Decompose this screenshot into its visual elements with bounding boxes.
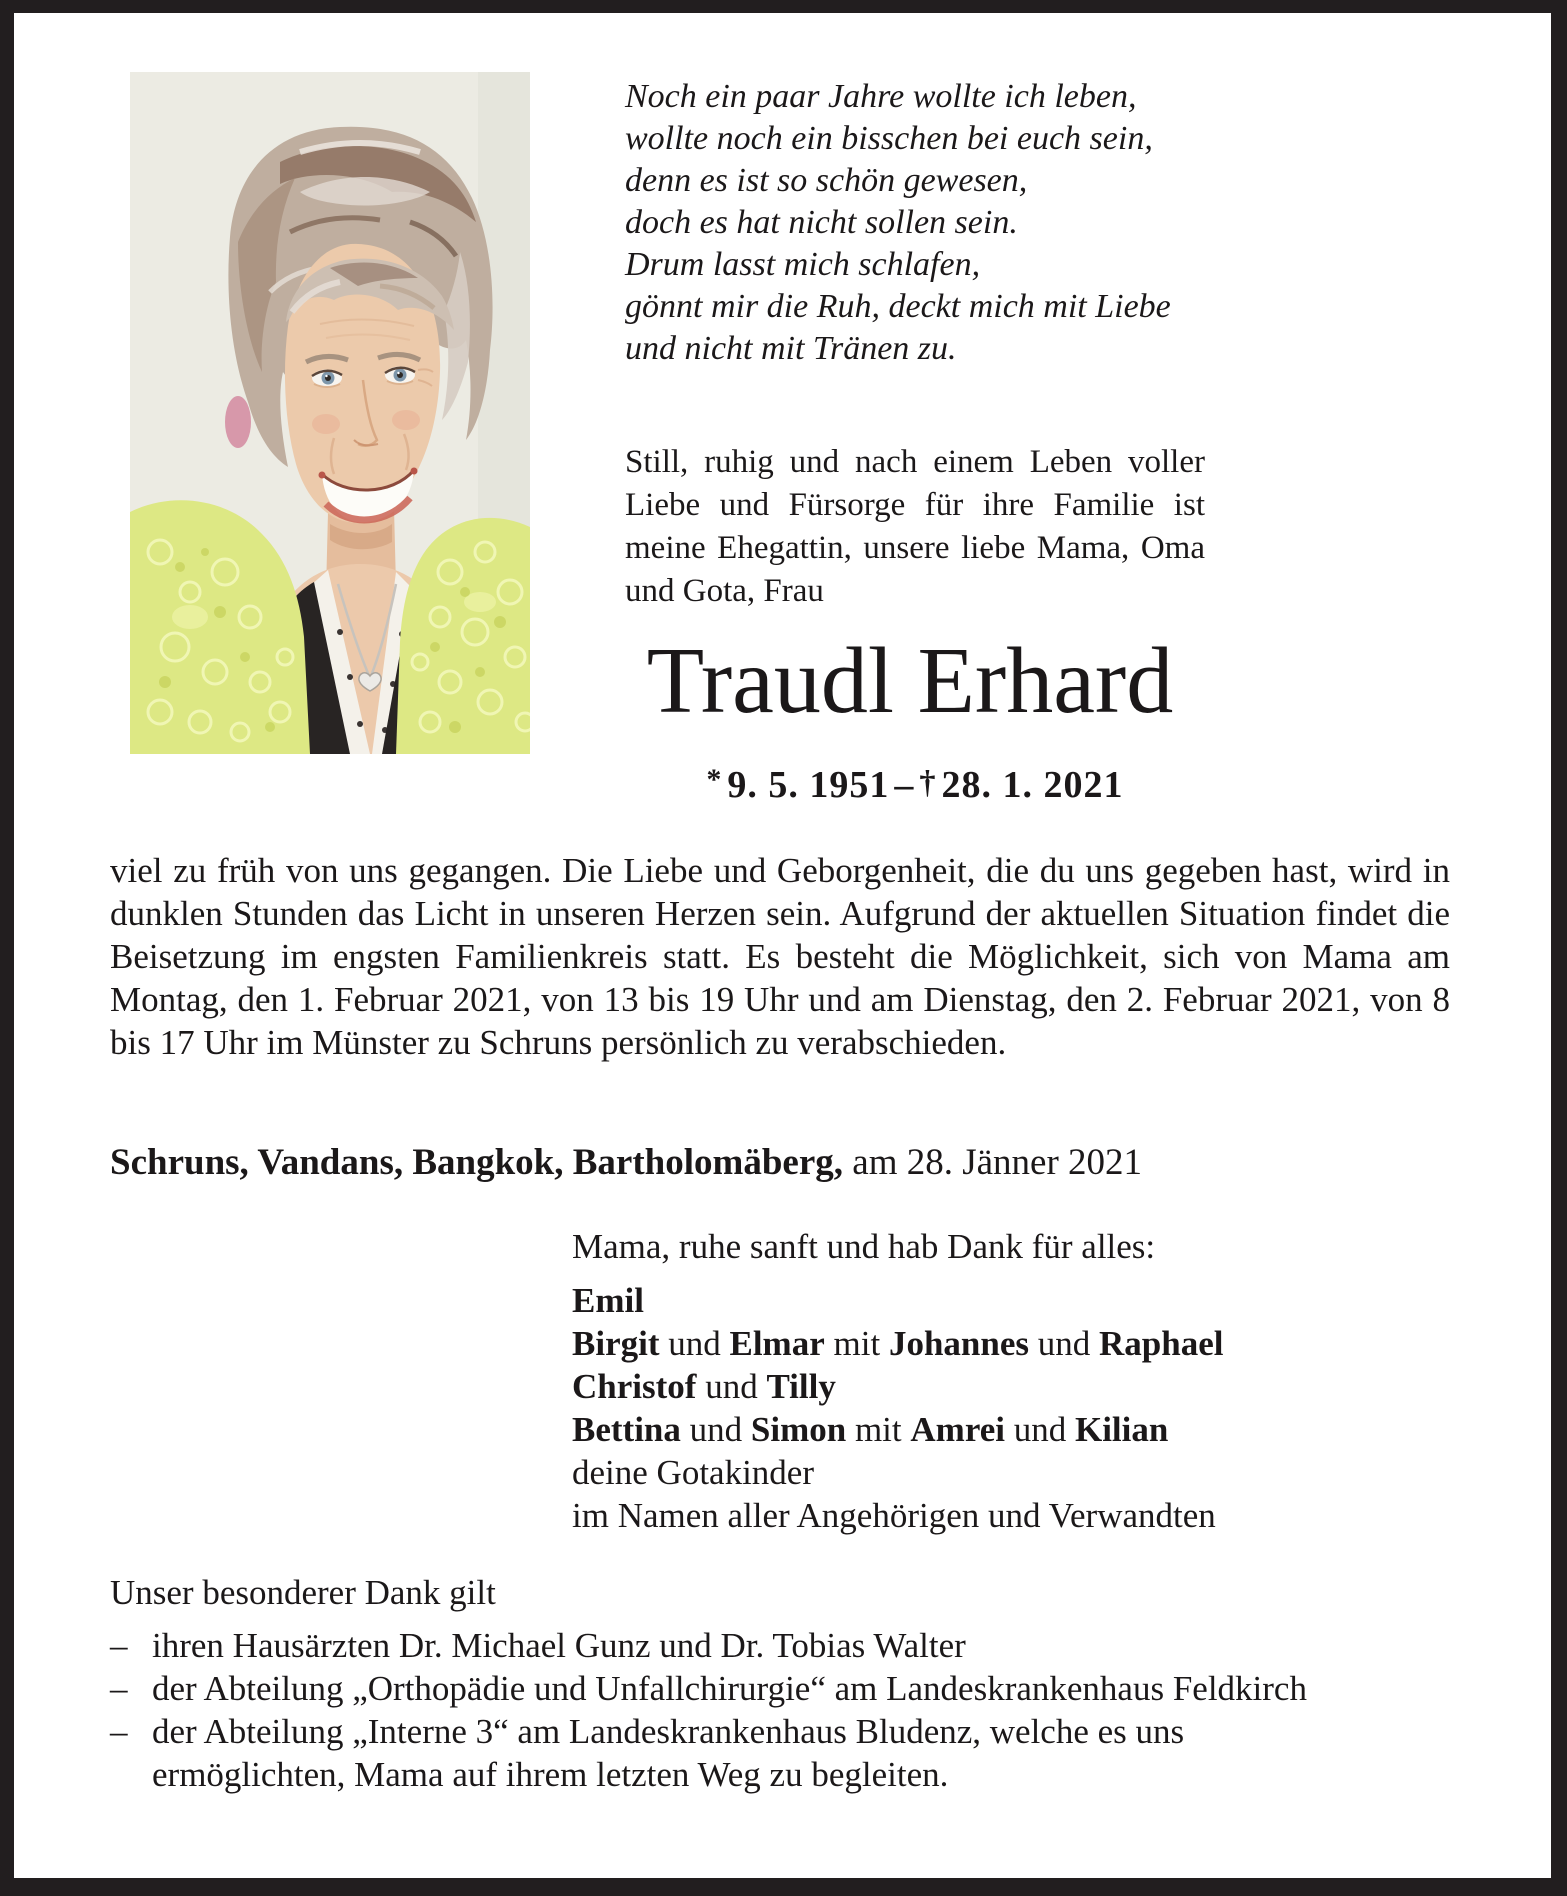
connector-text: und	[1029, 1324, 1099, 1363]
poem-line: wollte noch ein bisschen bei euch sein,	[625, 120, 1153, 157]
intro-paragraph: Still, ruhig und nach einem Leben voller Liebe und Fürsorge für ihre Familie ist meine Ehegattin, unsere liebe Mama, Oma und Gota, Frau	[625, 444, 1205, 609]
mourner-name: Amrei	[910, 1410, 1005, 1449]
mourner-line	[572, 1279, 1223, 1322]
mourner-line: deine Gotakinder	[572, 1453, 814, 1492]
birth-date: 9. 5. 1951	[727, 764, 890, 806]
poem-line: gönnt mir die Ruh, deckt mich mit Liebe	[625, 288, 1171, 325]
list-dash: –	[110, 1669, 128, 1708]
dateline-places: Schruns, Vandans, Bangkok, Bartholomäberg,	[110, 1142, 844, 1183]
mourner-name: Birgit	[572, 1324, 660, 1363]
connector-text: und	[1004, 1410, 1075, 1449]
poem-line: Drum lasst mich schlafen,	[625, 246, 981, 283]
connector-text: mit	[824, 1324, 889, 1363]
connector-text: und	[696, 1367, 767, 1406]
mourner-name: Elmar	[729, 1324, 825, 1363]
poem-line: doch es hat nicht sollen sein.	[625, 204, 1018, 241]
thanks-block	[110, 1571, 1380, 1796]
mourner-name: Christof	[572, 1367, 697, 1406]
thanks-intro: Unser besonderer Dank gilt	[110, 1573, 496, 1612]
mourner-name: Emil	[572, 1281, 644, 1320]
mourner-line	[572, 1365, 1223, 1408]
farewell-block	[572, 1225, 1223, 1537]
connector-text: mit	[846, 1410, 911, 1449]
poem-line: und nicht mit Tränen zu.	[625, 330, 957, 367]
thanks-item	[110, 1667, 1380, 1710]
mourner-name: Tilly	[766, 1367, 836, 1406]
thanks-item-text: der Abteilung „Orthopädie und Unfallchirurgie“ am Landeskrankenhaus Feldkirch	[152, 1669, 1307, 1708]
thanks-item-text: der Abteilung „Interne 3“ am Landeskrankenhaus Bludenz, welche es uns ermöglichten, Mama auf ihrem letzten Weg zu begleiten.	[152, 1712, 1185, 1794]
death-date: 28. 1. 2021	[941, 764, 1124, 806]
mourner-name: Kilian	[1074, 1410, 1169, 1449]
dateline	[110, 1141, 1142, 1184]
life-dates	[625, 763, 1205, 807]
main-paragraph: viel zu früh von uns gegangen. Die Liebe und Geborgenheit, die du uns gegeben hast, wird in dunklen Stunden das Licht in unseren Herzen sein. Aufgrund der aktuellen Situation findet die Beisetzung im engsten Familienkreis statt. Es besteht die Möglichkeit, sich von Mama am Montag, den 1. Februar 2021, von 13 bis 19 Uhr und am Dienstag, den 2. Februar 2021, von 8 bis 17 Uhr im Münster zu Schruns persönlich zu verabschieden.	[110, 851, 1450, 1062]
dateline-date: am 28. Jänner 2021	[843, 1142, 1143, 1183]
mourner-line	[572, 1408, 1223, 1451]
birth-star-symbol: *	[706, 763, 723, 796]
connector-text: und	[659, 1324, 730, 1363]
poem-line: Noch ein paar Jahre wollte ich leben,	[625, 78, 1137, 115]
mourner-line: im Namen aller Angehörigen und Verwandten	[572, 1496, 1216, 1535]
death-cross-symbol: †	[919, 764, 937, 801]
thanks-item	[110, 1624, 1380, 1667]
poem	[625, 76, 1171, 370]
portrait-photo	[130, 72, 530, 754]
connector-text: und	[680, 1410, 751, 1449]
mourner-name: Simon	[750, 1410, 847, 1449]
mourner-name: Johannes	[888, 1324, 1029, 1363]
thanks-item	[110, 1710, 1380, 1796]
mourner-line	[572, 1322, 1223, 1365]
deceased-name: Traudl Erhard	[646, 629, 1174, 733]
mourner-name: Bettina	[572, 1410, 681, 1449]
date-separator: –	[894, 764, 915, 806]
thanks-item-text: ihren Hausärzten Dr. Michael Gunz und Dr. Tobias Walter	[152, 1626, 966, 1665]
list-dash: –	[110, 1626, 128, 1665]
mourner-name: Raphael	[1099, 1324, 1224, 1363]
poem-line: denn es ist so schön gewesen,	[625, 162, 1028, 199]
farewell-intro: Mama, ruhe sanft und hab Dank für alles:	[572, 1227, 1156, 1266]
list-dash: –	[110, 1712, 128, 1751]
